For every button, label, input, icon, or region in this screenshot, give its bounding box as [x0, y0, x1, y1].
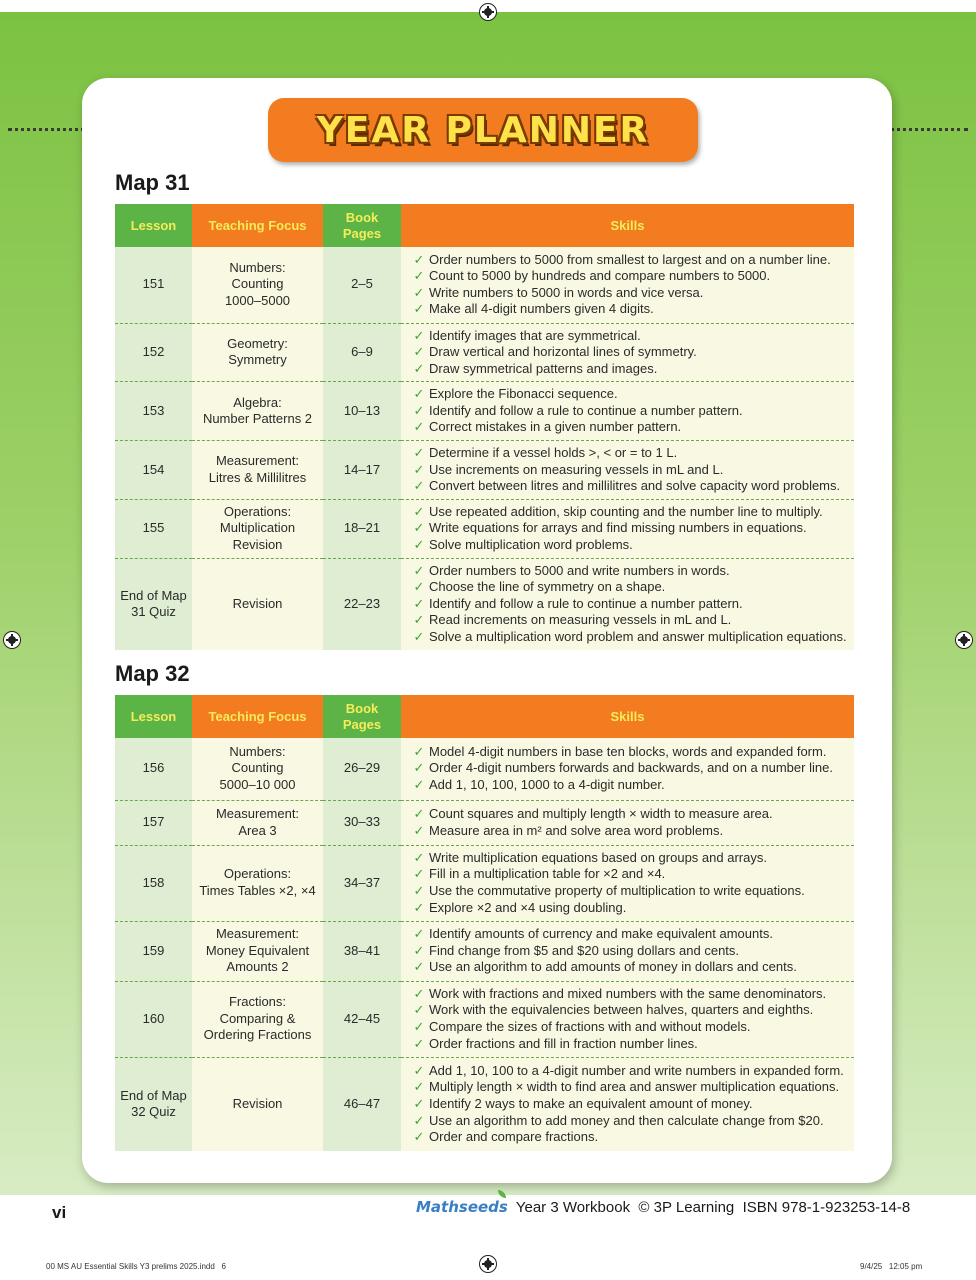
- skills-cell: [401, 981, 854, 1057]
- table-row: [115, 845, 854, 921]
- skill-item: [409, 1063, 848, 1080]
- skill-item: [409, 777, 848, 794]
- header-book-pages: Book Pages: [323, 204, 401, 247]
- table-row: [115, 800, 854, 845]
- teaching-focus-cell: [192, 323, 323, 382]
- map-32-table: [115, 695, 854, 1151]
- skill-item: [409, 1113, 848, 1130]
- skill-item: [409, 252, 848, 269]
- skill-item: [409, 866, 848, 883]
- skill-text: Order fractions and fill in fraction number lines.: [429, 1035, 698, 1051]
- skill-text: Solve multiplication word problems.: [429, 537, 633, 553]
- skill-item: [409, 403, 848, 420]
- teaching-focus-line: Litres & Millilitres: [208, 469, 307, 485]
- skill-text: Add 1, 10, 100 to a 4-digit number and write numbers in expanded form.: [429, 1062, 844, 1078]
- skill-text: Use an algorithm to add money and then calculate change from $20.: [429, 1112, 824, 1128]
- skill-item: [409, 943, 848, 960]
- skill-item: [409, 301, 848, 318]
- skill-item: [409, 1036, 848, 1053]
- lesson-number: End of Map 32 Quiz: [120, 1087, 187, 1120]
- lesson-number: 152: [142, 344, 165, 360]
- teaching-focus-line: Algebra:: [233, 394, 282, 410]
- map-32-body: [115, 738, 854, 1151]
- teaching-focus-line: Money Equivalent: [205, 942, 310, 958]
- skills-cell: [401, 441, 854, 500]
- teaching-focus-line: Operations:: [223, 503, 292, 519]
- map-31-body: [115, 247, 854, 650]
- skill-item: [409, 579, 848, 596]
- header-teaching-focus: Teaching Focus: [192, 695, 323, 738]
- map-31-title: Map 31: [115, 170, 190, 195]
- table-row: [115, 981, 854, 1057]
- lesson-number: 151: [142, 276, 165, 292]
- table-row: [115, 441, 854, 500]
- skill-item: [409, 926, 848, 943]
- lesson-cell: [115, 1057, 192, 1151]
- skill-item: [409, 268, 848, 285]
- skill-item: [409, 478, 848, 495]
- checkmark-icon: ✓: [413, 985, 425, 1001]
- skill-text: Order numbers to 5000 from smallest to largest and on a number line.: [429, 251, 831, 267]
- skill-item: [409, 629, 848, 646]
- skill-item: [409, 986, 848, 1003]
- lesson-cell: [115, 921, 192, 981]
- header-teaching-focus: Teaching Focus: [192, 204, 323, 247]
- skill-item: [409, 806, 848, 823]
- skills-cell: [401, 1057, 854, 1151]
- checkmark-icon: ✓: [413, 629, 425, 644]
- lesson-cell: [115, 382, 192, 441]
- skill-text: Identify 2 ways to make an equivalent amount of money.: [429, 1095, 753, 1111]
- skill-text: Determine if a vessel holds >, < or = to 1 L.: [429, 445, 678, 461]
- teaching-focus-line: Measurement:: [215, 926, 300, 942]
- skill-text: Explore ×2 and ×4 using doubling.: [429, 899, 627, 915]
- teaching-focus-line: Revision: [232, 1095, 283, 1111]
- publication-info: Year 3 Workbook © 3P Learning ISBN 978-1-923253-14-8: [515, 1198, 911, 1216]
- skill-text: Fill in a multiplication table for ×2 and ×4.: [429, 866, 666, 882]
- book-pages-cell: 10–13: [323, 382, 401, 441]
- skill-text: Order and compare fractions.: [429, 1129, 599, 1145]
- teaching-focus-line: Fractions:: [228, 994, 287, 1010]
- checkmark-icon: ✓: [413, 327, 425, 343]
- table-row: [115, 558, 854, 649]
- checkmark-icon: ✓: [413, 284, 425, 300]
- checkmark-icon: ✓: [413, 445, 425, 461]
- book-pages-cell: 34–37: [323, 845, 401, 921]
- skills-cell: [401, 800, 854, 845]
- lesson-number: 159: [142, 942, 165, 958]
- teaching-focus-cell: [192, 800, 323, 845]
- skill-item: [409, 883, 848, 900]
- checkmark-icon: ✓: [413, 268, 425, 284]
- teaching-focus-cell: [192, 738, 323, 800]
- skill-item: [409, 1002, 848, 1019]
- teaching-focus-line: Counting: [231, 276, 284, 292]
- checkmark-icon: ✓: [413, 822, 425, 838]
- book-pages-cell: 6–9: [323, 323, 401, 382]
- skill-text: Identify and follow a rule to continue a number pattern.: [429, 402, 743, 418]
- checkmark-icon: ✓: [413, 942, 425, 958]
- lesson-cell: [115, 323, 192, 382]
- lesson-number: 158: [142, 874, 165, 890]
- lesson-cell: [115, 499, 192, 558]
- checkmark-icon: ✓: [413, 1129, 425, 1145]
- skill-text: Count to 5000 by hundreds and compare numbers to 5000.: [429, 268, 771, 284]
- teaching-focus-cell: [192, 981, 323, 1057]
- checkmark-icon: ✓: [413, 883, 425, 898]
- skill-text: Use repeated addition, skip counting and the number line to multiply.: [429, 503, 823, 519]
- checkmark-icon: ✓: [413, 301, 425, 317]
- mathseeds-logo: Mathseeds: [416, 1198, 508, 1216]
- skill-item: [409, 1079, 848, 1096]
- checkmark-icon: ✓: [413, 461, 425, 477]
- skill-item: [409, 1129, 848, 1146]
- checkmark-icon: ✓: [413, 805, 425, 821]
- skills-cell: [401, 382, 854, 441]
- header-book-pages: Book Pages: [323, 695, 401, 738]
- skill-item: [409, 504, 848, 521]
- book-pages-cell: 30–33: [323, 800, 401, 845]
- teaching-focus-line: Symmetry: [228, 352, 287, 368]
- lesson-number: 155: [142, 520, 165, 536]
- skill-text: Identify and follow a rule to continue a number pattern.: [429, 595, 743, 611]
- checkmark-icon: ✓: [413, 1079, 425, 1095]
- teaching-focus-cell: [192, 441, 323, 500]
- checkmark-icon: ✓: [413, 849, 425, 865]
- table-row: [115, 921, 854, 981]
- skill-item: [409, 285, 848, 302]
- skill-item: [409, 520, 848, 537]
- checkmark-icon: ✓: [413, 760, 425, 776]
- checkmark-icon: ✓: [413, 926, 425, 942]
- registration-mark-icon: [955, 631, 973, 649]
- skill-item: [409, 744, 848, 761]
- skills-cell: [401, 247, 854, 323]
- checkmark-icon: ✓: [413, 360, 425, 376]
- skills-cell: [401, 499, 854, 558]
- teaching-focus-cell: [192, 558, 323, 649]
- teaching-focus-line: 1000–5000: [224, 293, 291, 309]
- teaching-focus-line: Revision: [232, 595, 283, 611]
- book-pages-cell: 22–23: [323, 558, 401, 649]
- print-slug-timestamp: 9/4/25 12:05 pm: [860, 1262, 923, 1271]
- teaching-focus-line: Operations:: [223, 866, 292, 882]
- registration-mark-icon: [479, 1255, 497, 1273]
- lesson-cell: [115, 441, 192, 500]
- skill-item: [409, 612, 848, 629]
- checkmark-icon: ✓: [413, 1062, 425, 1078]
- table-row: [115, 738, 854, 800]
- lesson-number: End of Map 31 Quiz: [120, 587, 187, 620]
- teaching-focus-line: Area 3: [238, 822, 277, 838]
- checkmark-icon: ✓: [413, 402, 425, 418]
- teaching-focus-line: Counting: [231, 760, 284, 776]
- skill-text: Order 4-digit numbers forwards and backwards, and on a number line.: [429, 760, 833, 776]
- table-row: [115, 247, 854, 323]
- skill-text: Identify images that are symmetrical.: [429, 327, 641, 343]
- skill-text: Make all 4-digit numbers given 4 digits.: [429, 301, 654, 317]
- skill-item: [409, 596, 848, 613]
- teaching-focus-line: Measurement:: [215, 453, 300, 469]
- skill-item: [409, 462, 848, 479]
- page-title: YEAR PLANNER: [316, 109, 650, 151]
- checkmark-icon: ✓: [413, 537, 425, 553]
- table-header-row: [115, 204, 854, 247]
- skill-text: Choose the line of symmetry on a shape.: [429, 579, 666, 595]
- skill-text: Measure area in m² and solve area word problems.: [429, 822, 724, 838]
- header-skills: Skills: [401, 204, 854, 247]
- checkmark-icon: ✓: [413, 1019, 425, 1034]
- lesson-number: 160: [142, 1010, 165, 1026]
- skill-item: [409, 445, 848, 462]
- registration-mark-icon: [3, 631, 21, 649]
- skill-text: Use an algorithm to add amounts of money in dollars and cents.: [429, 959, 797, 975]
- header-lesson: Lesson: [115, 204, 192, 247]
- checkmark-icon: ✓: [413, 1095, 425, 1111]
- teaching-focus-line: Comparing &: [219, 1010, 296, 1026]
- teaching-focus-line: Multiplication: [219, 520, 296, 536]
- teaching-focus-line: Measurement:: [215, 805, 300, 821]
- teaching-focus-line: Numbers:: [229, 259, 286, 275]
- skill-text: Work with fractions and mixed numbers with the same denominators.: [429, 985, 827, 1001]
- checkmark-icon: ✓: [413, 419, 425, 435]
- teaching-focus-cell: [192, 921, 323, 981]
- skill-text: Use the commutative property of multiplication to write equations.: [429, 883, 805, 898]
- skill-text: Read increments on measuring vessels in mL and L.: [429, 612, 732, 628]
- checkmark-icon: ✓: [413, 1035, 425, 1051]
- skill-text: Find change from $5 and $20 using dollars and cents.: [429, 942, 740, 958]
- skill-text: Count squares and multiply length × width to measure area.: [429, 805, 773, 821]
- lesson-cell: [115, 800, 192, 845]
- skill-text: Order numbers to 5000 and write numbers in words.: [429, 562, 730, 578]
- teaching-focus-line: Revision: [232, 537, 283, 553]
- skill-item: [409, 1019, 848, 1036]
- skill-text: Write multiplication equations based on groups and arrays.: [429, 849, 767, 865]
- skill-item: [409, 563, 848, 580]
- table-row: [115, 1057, 854, 1151]
- checkmark-icon: ✓: [413, 562, 425, 578]
- lesson-number: 153: [142, 402, 165, 418]
- skill-item: [409, 419, 848, 436]
- checkmark-icon: ✓: [413, 612, 425, 628]
- skill-text: Work with the equivalencies between halves, quarters and eighths.: [429, 1002, 814, 1018]
- header-lesson: Lesson: [115, 695, 192, 738]
- registration-mark-icon: [479, 3, 497, 21]
- skill-text: Correct mistakes in a given number pattern.: [429, 419, 682, 435]
- table-row: [115, 499, 854, 558]
- skills-cell: [401, 558, 854, 649]
- skill-text: Convert between litres and millilitres and solve capacity word problems.: [429, 478, 841, 494]
- lesson-cell: [115, 247, 192, 323]
- skill-item: [409, 900, 848, 917]
- skill-text: Use increments on measuring vessels in mL and L.: [429, 461, 724, 477]
- table-row: [115, 382, 854, 441]
- page-number: vi: [52, 1203, 67, 1222]
- checkmark-icon: ✓: [413, 1002, 425, 1018]
- checkmark-icon: ✓: [413, 520, 425, 536]
- lesson-cell: [115, 845, 192, 921]
- teaching-focus-line: Ordering Fractions: [203, 1027, 312, 1043]
- checkmark-icon: ✓: [413, 959, 425, 975]
- footer-publication: [416, 1198, 910, 1216]
- checkmark-icon: ✓: [413, 595, 425, 611]
- lesson-cell: [115, 738, 192, 800]
- checkmark-icon: ✓: [413, 743, 425, 759]
- map-31-table: [115, 204, 854, 650]
- teaching-focus-line: Times Tables ×2, ×4: [199, 883, 316, 898]
- title-banner: [268, 98, 698, 162]
- skill-text: Write numbers to 5000 in words and vice versa.: [429, 284, 704, 300]
- book-pages-cell: 18–21: [323, 499, 401, 558]
- skills-cell: [401, 845, 854, 921]
- lesson-number: 157: [142, 814, 165, 830]
- book-pages-cell: 14–17: [323, 441, 401, 500]
- skill-text: Write equations for arrays and find missing numbers in equations.: [429, 520, 807, 536]
- skills-cell: [401, 323, 854, 382]
- skill-item: [409, 1096, 848, 1113]
- skills-cell: [401, 738, 854, 800]
- table-header-row: [115, 695, 854, 738]
- print-slug-file: 00 MS AU Essential Skills Y3 prelims 2025.indd 6: [46, 1262, 226, 1271]
- teaching-focus-line: Number Patterns 2: [202, 411, 313, 427]
- book-pages-cell: 2–5: [323, 247, 401, 323]
- checkmark-icon: ✓: [413, 386, 425, 402]
- skill-item: [409, 850, 848, 867]
- teaching-focus-cell: [192, 247, 323, 323]
- skill-text: Explore the Fibonacci sequence.: [429, 386, 618, 402]
- teaching-focus-cell: [192, 845, 323, 921]
- skill-text: Identify amounts of currency and make equivalent amounts.: [429, 926, 773, 942]
- checkmark-icon: ✓: [413, 478, 425, 494]
- skill-text: Multiply length × width to find area and answer multiplication equations.: [429, 1079, 840, 1095]
- checkmark-icon: ✓: [413, 344, 425, 360]
- lesson-cell: [115, 558, 192, 649]
- checkmark-icon: ✓: [413, 899, 425, 915]
- skill-text: Draw symmetrical patterns and images.: [429, 360, 658, 376]
- skills-cell: [401, 921, 854, 981]
- checkmark-icon: ✓: [413, 1112, 425, 1128]
- teaching-focus-cell: [192, 382, 323, 441]
- lesson-cell: [115, 981, 192, 1057]
- lesson-number: 154: [142, 461, 165, 477]
- teaching-focus-cell: [192, 1057, 323, 1151]
- teaching-focus-line: Amounts 2: [226, 959, 289, 975]
- table-row: [115, 323, 854, 382]
- book-pages-cell: 38–41: [323, 921, 401, 981]
- skill-item: [409, 328, 848, 345]
- book-pages-cell: 46–47: [323, 1057, 401, 1151]
- teaching-focus-cell: [192, 499, 323, 558]
- map-32-title: Map 32: [115, 661, 190, 686]
- book-pages-cell: 26–29: [323, 738, 401, 800]
- teaching-focus-line: 5000–10 000: [219, 777, 296, 793]
- book-pages-cell: 42–45: [323, 981, 401, 1057]
- skill-item: [409, 344, 848, 361]
- checkmark-icon: ✓: [413, 579, 425, 595]
- skill-item: [409, 959, 848, 976]
- skill-item: [409, 386, 848, 403]
- header-skills: Skills: [401, 695, 854, 738]
- teaching-focus-line: Geometry:: [227, 335, 288, 351]
- checkmark-icon: ✓: [413, 251, 425, 267]
- teaching-focus-line: Numbers:: [229, 743, 286, 759]
- skill-item: [409, 537, 848, 554]
- skill-item: [409, 760, 848, 777]
- checkmark-icon: ✓: [413, 866, 425, 882]
- skill-item: [409, 361, 848, 378]
- checkmark-icon: ✓: [413, 503, 425, 519]
- checkmark-icon: ✓: [413, 777, 425, 793]
- skill-text: Solve a multiplication word problem and answer multiplication equations.: [429, 629, 847, 644]
- skill-text: Compare the sizes of fractions with and without models.: [429, 1019, 751, 1034]
- skill-text: Draw vertical and horizontal lines of symmetry.: [429, 344, 697, 360]
- skill-text: Add 1, 10, 100, 1000 to a 4-digit number.: [429, 777, 665, 793]
- skill-text: Model 4-digit numbers in base ten blocks, words and expanded form.: [429, 743, 827, 759]
- skill-item: [409, 823, 848, 840]
- lesson-number: 156: [142, 760, 165, 776]
